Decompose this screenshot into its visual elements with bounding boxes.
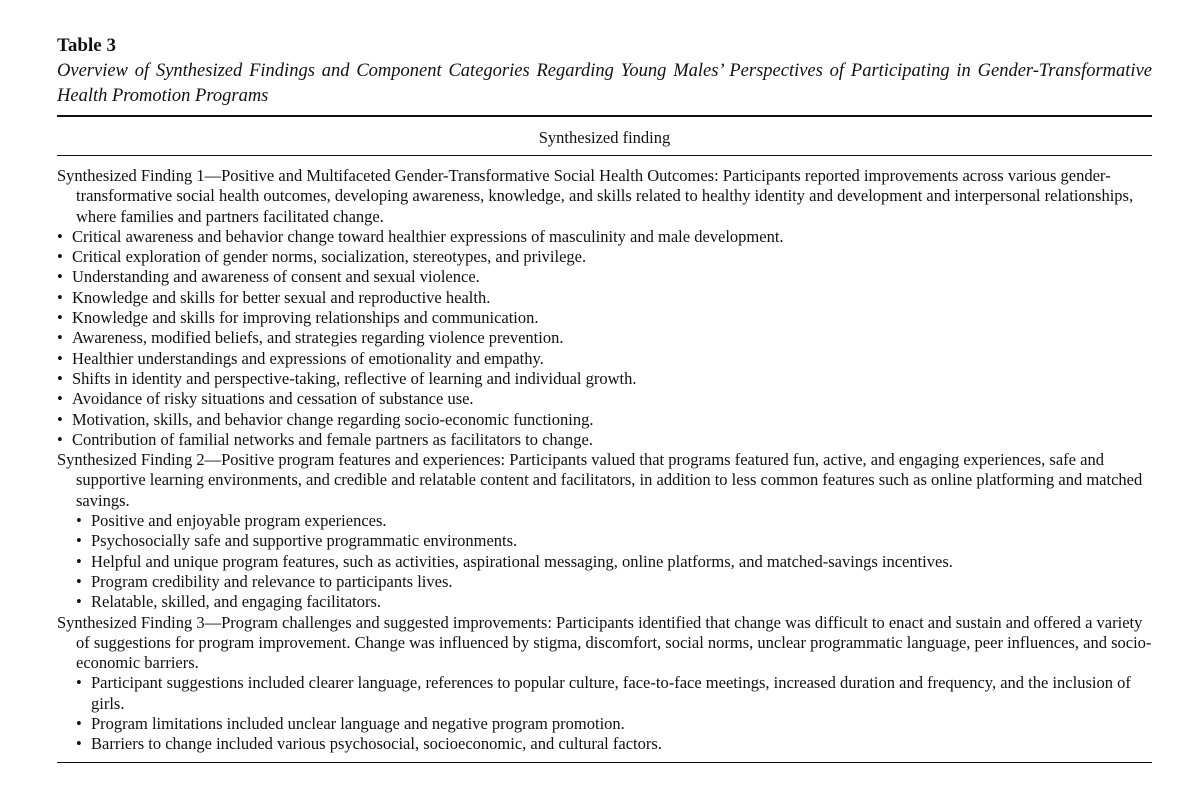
list-item-text: Relatable, skilled, and engaging facilitators.	[91, 592, 382, 612]
list-item	[57, 247, 1152, 267]
finding-1-heading: Synthesized Finding 1—Positive and Multifaceted Gender-Transformative Social Health Outcomes: Participants reported improvements across various gender-transformative social health outcomes, developing awareness, knowledge, and skills related to healthy identity and development and interpersonal relationships, where families and partners facilitated change.	[57, 166, 1134, 226]
list-item	[57, 369, 1152, 389]
bullet-icon: •	[57, 389, 63, 409]
list-item-text: Shifts in identity and perspective-taking, reflective of learning and individual growth.	[72, 368, 637, 388]
bullet-icon: •	[76, 551, 82, 571]
column-header: Synthesized finding	[538, 128, 671, 147]
table-label: Table 3	[57, 35, 116, 56]
list-item-text: Program credibility and relevance to participants lives.	[91, 571, 453, 591]
bullet-icon: •	[76, 714, 82, 734]
list-item-text: Participant suggestions included clearer language, references to popular culture, face-to-face meetings, increased duration and frequency, and the inclusion of girls.	[91, 673, 1131, 713]
list-item	[76, 552, 1152, 572]
list-item	[57, 267, 1152, 287]
list-item	[76, 673, 1152, 714]
bullet-icon: •	[76, 592, 82, 612]
list-item-text: Healthier understandings and expressions of emotionality and empathy.	[72, 348, 544, 368]
bullet-icon: •	[57, 348, 63, 368]
list-item	[57, 410, 1152, 430]
list-item	[57, 227, 1152, 247]
bullet-icon: •	[57, 328, 63, 348]
list-item	[57, 288, 1152, 308]
bullet-icon: •	[57, 267, 63, 287]
bullet-icon: •	[76, 734, 82, 754]
finding-2-list	[57, 511, 1152, 612]
list-item	[76, 531, 1152, 551]
list-item-text: Motivation, skills, and behavior change regarding socio-economic functioning.	[72, 409, 594, 429]
list-item-text: Helpful and unique program features, such as activities, aspirational messaging, online platforms, and matched-savings incentives.	[91, 551, 953, 571]
bullet-icon: •	[76, 673, 82, 693]
finding-2-heading: Synthesized Finding 2—Positive program features and experiences: Participants valued that programs featured fun, active, and engaging experiences, safe and supportive learning environments, and credible and relatable content and facilitators, in addition to less common features such as online platforming and matched savings.	[57, 450, 1143, 510]
bullet-icon: •	[57, 308, 63, 328]
bullet-icon: •	[57, 247, 63, 267]
bullet-icon: •	[57, 409, 63, 429]
table-title: Overview of Synthesized Findings and Component Categories Regarding Young Males’ Perspectives of Participating in Gender-Transformative Health Promotion Programs	[57, 61, 1152, 106]
bullet-icon: •	[57, 287, 63, 307]
list-item-text: Psychosocially safe and supportive programmatic environments.	[91, 531, 518, 551]
list-item	[57, 308, 1152, 328]
list-item	[76, 734, 1152, 754]
finding-3-heading: Synthesized Finding 3—Program challenges and suggested improvements: Participants identified that change was difficult to enact and sustain and offered a variety of suggestions for program improvement. Change was influenced by stigma, discomfort, social norms, unclear programmatic language, peer influences, and socio-economic barriers.	[57, 612, 1152, 673]
bullet-icon: •	[57, 429, 63, 449]
list-item-text: Barriers to change included various psychosocial, socioeconomic, and cultural factors.	[91, 734, 662, 754]
table-body	[57, 156, 1152, 755]
list-item-text: Positive and enjoyable program experiences.	[91, 511, 387, 531]
list-item-text: Knowledge and skills for improving relationships and communication.	[72, 308, 539, 328]
list-item-text: Understanding and awareness of consent and sexual violence.	[72, 267, 480, 287]
table-container	[57, 34, 1152, 763]
bullet-icon: •	[76, 511, 82, 531]
list-item	[57, 349, 1152, 369]
finding-3-list	[57, 673, 1152, 754]
list-item-text: Avoidance of risky situations and cessation of substance use.	[72, 389, 474, 409]
list-item	[76, 572, 1152, 592]
list-item-text: Program limitations included unclear language and negative program promotion.	[91, 714, 625, 734]
bullet-icon: •	[76, 531, 82, 551]
list-item	[57, 389, 1152, 409]
list-item-text: Knowledge and skills for better sexual and reproductive health.	[72, 287, 491, 307]
bottom-rule	[57, 762, 1152, 763]
list-item	[76, 714, 1152, 734]
list-item-text: Awareness, modified beliefs, and strategies regarding violence prevention.	[72, 328, 564, 348]
list-item	[57, 328, 1152, 348]
bullet-icon: •	[57, 226, 63, 246]
list-item-text: Critical awareness and behavior change toward healthier expressions of masculinity and male development.	[72, 226, 784, 246]
list-item-text: Critical exploration of gender norms, socialization, stereotypes, and privilege.	[72, 247, 587, 267]
list-item	[76, 511, 1152, 531]
finding-1-list	[57, 227, 1152, 450]
list-item	[76, 592, 1152, 612]
bullet-icon: •	[57, 368, 63, 388]
list-item	[57, 430, 1152, 450]
bullet-icon: •	[76, 571, 82, 591]
list-item-text: Contribution of familial networks and female partners as facilitators to change.	[72, 429, 593, 449]
